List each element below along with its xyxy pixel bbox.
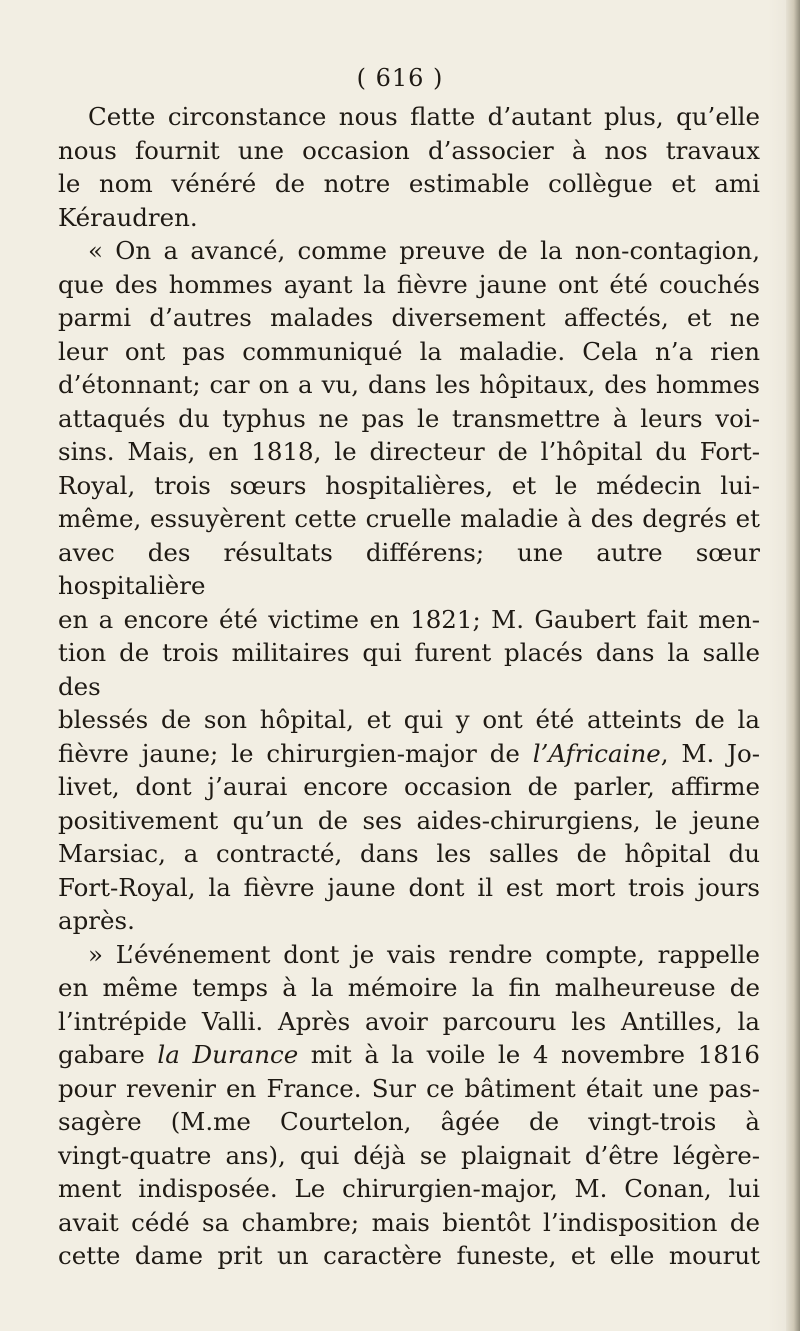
page-edge [786, 0, 800, 1331]
italic-title: l’Africaine [532, 738, 661, 768]
text-line: « On a avancé, comme preuve de la non-contagion, [88, 236, 760, 265]
text-line: » L’événement dont je vais rendre compte, rappelle [88, 939, 760, 969]
body-text [58, 100, 760, 1273]
text-segment: fièvre jaune; le chirurgien-major de [58, 738, 533, 768]
text-line: le nom vénéré de notre estimable collègue et ami [58, 169, 760, 198]
text-line: en même temps à la mémoire la fin malheureuse de [58, 973, 760, 1002]
text-line: Royal, trois sœurs hospitalières, et le médecin lui- [58, 470, 760, 500]
text-line: parmi d’autres malades diversement affectés, et ne [58, 303, 760, 332]
text-line: d’étonnant; car on a vu, dans les hôpitaux, des hommes [58, 370, 760, 399]
text-line: sagère (M.me Courtelon, âgée de vingt-trois à [58, 1107, 760, 1136]
text-line: après. [58, 906, 135, 935]
text-line: ment indisposée. Le chirurgien-major, M. Conan, lui [58, 1174, 760, 1203]
text-line [58, 737, 760, 771]
text-line: cette dame prit un caractère funeste, et elle mourut [58, 1241, 760, 1270]
text-line: Kéraudren. [58, 202, 198, 232]
page-number: ( 616 ) [356, 64, 444, 92]
text-line: même, essuyèrent cette cruelle maladie à des degrés et [58, 504, 760, 533]
text-line [58, 1038, 760, 1072]
text-line: tion de trois militaires qui furent placés dans la salle des [58, 638, 760, 701]
text-line: l’intrépide Valli. Après avoir parcouru les Antilles, la [58, 1006, 760, 1036]
text-line: vingt-quatre ans), qui déjà se plaignait d’être légère- [58, 1140, 760, 1170]
text-line: attaqués du typhus ne pas le transmettre à leurs voi- [58, 403, 760, 433]
text-line: en a encore été victime en 1821; M. Gaubert fait men- [58, 604, 760, 634]
text-line: livet, dont j’aurai encore occasion de parler, affirme [58, 772, 760, 801]
text-line: blessés de son hôpital, et qui y ont été atteints de la [58, 705, 760, 734]
text-line: avec des résultats différens; une autre sœur hospitalière [58, 537, 760, 600]
text-line: Marsiac, a contracté, dans les salles de hôpital du [58, 839, 760, 868]
text-segment: gabare [58, 1040, 158, 1069]
text-line: Fort-Royal, la fièvre jaune dont il est mort trois jours [58, 872, 760, 902]
text-line: Cette circonstance nous flatte d’autant plus, qu’elle [88, 102, 760, 131]
text-line: avait cédé sa chambre; mais bientôt l’indisposition de [58, 1207, 760, 1237]
text-segment: , M. Jo- [660, 738, 761, 768]
italic-title: la Durance [157, 1040, 299, 1069]
text-segment: mit à la voile le 4 novembre 1816 [298, 1040, 760, 1069]
text-line: pour revenir en France. Sur ce bâtiment était une pas- [58, 1073, 760, 1103]
text-line: sins. Mais, en 1818, le directeur de l’hôpital du Fort- [58, 437, 760, 466]
text-line: que des hommes ayant la fièvre jaune ont été couchés [58, 269, 760, 299]
text-line: leur ont pas communiqué la maladie. Cela n’a rien [58, 336, 760, 366]
text-line: nous fournit une occasion d’associer à nos travaux [58, 135, 760, 165]
text-line: positivement qu’un de ses aides-chirurgiens, le jeune [58, 805, 760, 835]
